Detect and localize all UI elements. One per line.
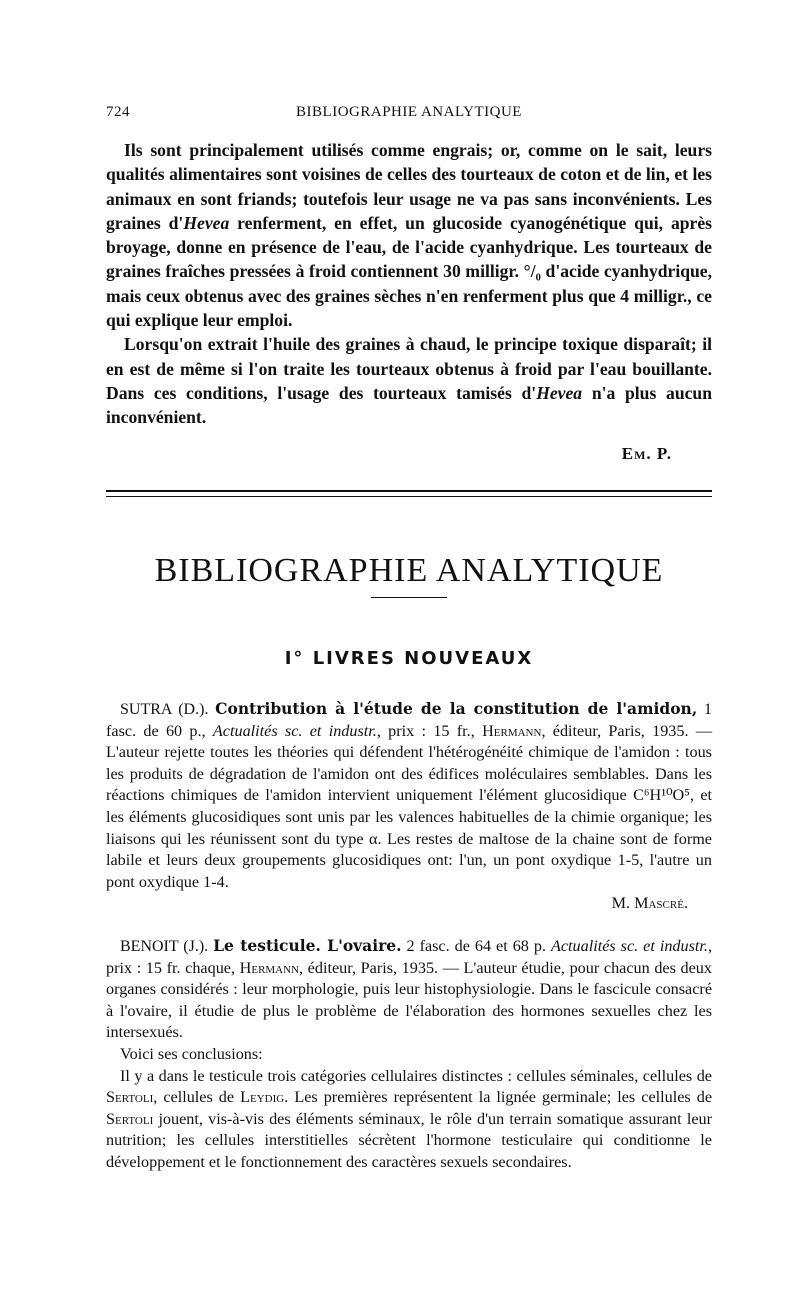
text-run: Il y a dans le testicule trois catégories cellulaires distinctes : cellules séminales, cellules de xyxy=(120,1066,712,1085)
entry-work-title: Le testicule. L'ovaire. xyxy=(213,935,402,955)
entry-author: SUTRA (D.). xyxy=(120,701,209,718)
text-run: , éditeur, Paris, 1935. — L'auteur étudie, pour chacun des deux organes considérés : leur morphologie, puis leur histophysiologie. Dans le fascicule consacré à l'ovaire, il étudie de plus le problème de l'élaboration des hormones sexuelles chez les intersexués. xyxy=(106,958,712,1042)
bibliography-entry xyxy=(106,698,712,915)
entry-series: Actualités sc. et industr. xyxy=(550,936,708,955)
text-run: 1 fasc. de 60 p., xyxy=(106,700,713,740)
entry-signature: M. Mascré. xyxy=(611,894,688,913)
person-name: Leydig xyxy=(240,1088,285,1107)
entry-gap xyxy=(106,915,712,935)
entry-paragraph xyxy=(106,935,712,1044)
text-run: , prix : 15 fr. chaque, xyxy=(106,936,712,977)
intro-signature: Em. P. xyxy=(621,444,672,463)
text-run: renferment, en effet, un glucoside cyanogénétique qui, après broyage, donne en présence de l'eau, de l'acide cyanhydrique. Les tourteaux de graines fraîches pressées à froid contiennent 30 milligr. °/₀ d'acide cyanhydrique, mais ceux obtenus avec des graines sèches n'en renferment plus que 4 milligr., ce qui explique leur emploi. xyxy=(106,212,712,331)
entry-paragraph xyxy=(106,1066,712,1174)
section-underline xyxy=(371,597,447,598)
entry-paragraph: Voici ses conclusions: xyxy=(120,1044,263,1063)
subsection-title: I° LIVRES NOUVEAUX xyxy=(284,648,534,669)
person-name: Sertoli xyxy=(106,1109,154,1128)
text-run: . Les premières représentent la lignée germinale; les cellules de xyxy=(284,1088,713,1107)
entry-publisher: Hermann xyxy=(482,721,542,740)
text-run: , cellules de xyxy=(153,1088,241,1107)
text-run: , éditeur, Paris, 1935. — L'auteur rejette toutes les théories qui défendent l'hétérogénéité chimique de l'amidon : tous les produits de dégradation de l'amidon ont des édifices moléculaires semblables. Dans les réactions chimiques de l'amidon intervient uniquement l'élément glucosidique C⁶H¹⁰O⁵, et les éléments glucosidiques sont unis par les valences habituelles de la chimie organique; les liaisons qui les réunissent sont du type α. Les restes de maltose de la chaine sont de forme labile et leurs deux groupements glucosidiques ont: l'un, un pont oxydique 1-5, l'autre un pont oxydique 1-4. xyxy=(106,721,713,891)
running-title: BIBLIOGRAPHIE ANALYTIQUE xyxy=(296,104,522,120)
divider-rule-thin xyxy=(106,496,712,497)
entry-paragraph xyxy=(106,698,712,893)
section-title: BIBLIOGRAPHIE ANALYTIQUE xyxy=(154,552,664,589)
intro-text xyxy=(106,138,712,430)
intro-paragraph-2 xyxy=(106,332,712,429)
entry-author: BENOIT (J.). xyxy=(120,937,209,955)
page-number: 724 xyxy=(106,104,130,120)
text-run: n'a plus aucun inconvénient. xyxy=(106,382,712,428)
intro-paragraph-1 xyxy=(106,138,712,332)
text-run: , prix : 15 fr., xyxy=(376,721,483,740)
text-run: Lorsqu'on extrait l'huile des graines à chaud, le principe toxique disparaît; il en est de même si l'on traite les tourteaux obtenus à froid par l'eau bouillante. Dans ces conditions, l'usage des tourteaux tamisés d' xyxy=(106,334,712,403)
bibliography-entry xyxy=(106,935,712,1174)
text-run: jouent, vis-à-vis des éléments séminaux, le rôle d'un terrain somatique assurant leur nutrition; les cellules interstitielles sécrètent l'hormone testiculaire qui conditionne le développement et le fonctionnement des caractères sexuels secondaires. xyxy=(106,1109,712,1171)
genus-name: Hevea xyxy=(536,382,583,403)
entry-publisher: Hermann xyxy=(239,958,300,977)
genus-name: Hevea xyxy=(183,212,230,233)
entry-series: Actualités sc. et industr. xyxy=(212,721,377,740)
divider-rule xyxy=(106,490,712,492)
person-name: Sertoli xyxy=(106,1088,154,1107)
bibliography-entries xyxy=(106,698,712,1173)
text-run: 2 fasc. de 64 et 68 p. xyxy=(401,936,551,955)
text-run: Ils sont principalement utilisés comme engrais; or, comme on le sait, leurs qualités alimentaires sont voisines de celles des tourteaux de coton et de lin, et les animaux en sont friands; toutefois leur usage ne va pas sans inconvénients. Les graines d' xyxy=(106,140,712,233)
entry-work-title: Contribution à l'étude de la constitution de l'amidon, xyxy=(215,699,698,718)
